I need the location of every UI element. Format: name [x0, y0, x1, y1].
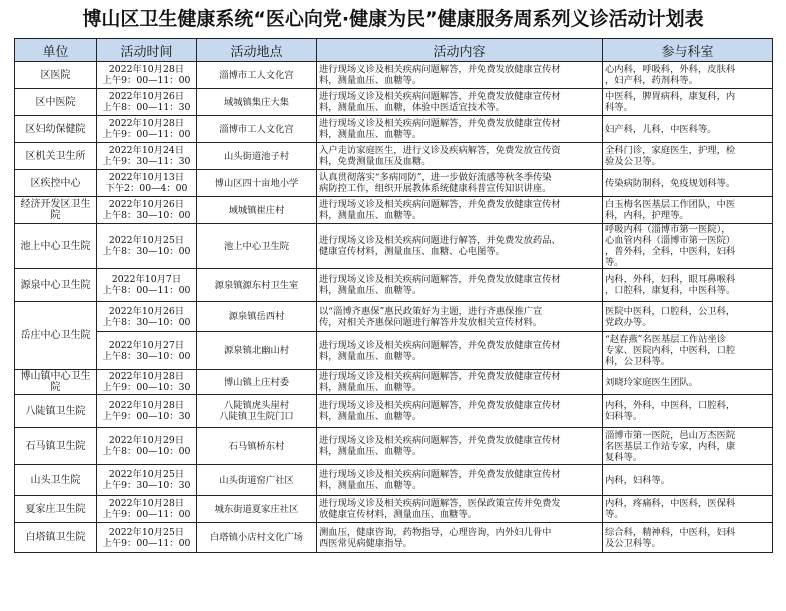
header-time: 活动时间: [97, 39, 197, 62]
location-line: 八陡镇卫生院门口: [219, 411, 294, 422]
cell-time: [97, 224, 197, 269]
table-row: [15, 269, 773, 302]
depts-line: 医院中医科，口腔科，公卫科，: [605, 305, 736, 317]
cell-unit: 山头卫生院: [15, 465, 97, 496]
cell-location: 淄博市工人文化宫: [197, 116, 317, 143]
cell-time: [97, 89, 197, 116]
content-line: 进行现场义诊及相关疾病问题解答，并免费发放健康宣传材: [319, 64, 561, 75]
depts-line: 复科等。: [605, 451, 643, 463]
time-line: 上午9：00—11：00: [102, 537, 191, 549]
header-content: 活动内容: [317, 39, 603, 62]
header-unit: 单位: [15, 39, 97, 62]
depts-line: 内科，疼痛科，中医科，医保科: [605, 498, 736, 509]
cell-location: 山头街道池子村: [197, 143, 317, 170]
cell-time: [97, 116, 197, 143]
content-line: 西医常见病健康指导。: [319, 537, 412, 549]
cell-time: [97, 332, 197, 370]
cell-unit: 区中医院: [15, 89, 97, 116]
table-row: [15, 496, 773, 523]
table-row: [15, 89, 773, 116]
time-line: 2022年10月24日: [108, 145, 185, 156]
cell-content: [317, 496, 603, 523]
cell-content: [317, 302, 603, 332]
depts-line: ，普外科，全科，中医科，妇科: [605, 246, 736, 257]
cell-unit: 博山镇中心卫生院: [15, 370, 97, 395]
cell-unit: 区医院: [15, 62, 97, 89]
depts-line: 中医科，脾胃病科，康复科，内: [605, 91, 736, 102]
content-line: 进行现场义诊及相关疾病问题解答，并免费发放健康宣传材: [319, 469, 561, 480]
depts-line: 科，内科，护理等。: [605, 210, 689, 221]
cell-unit: 八陡镇卫生院: [15, 395, 97, 428]
table-row: [15, 302, 773, 332]
cell-depts: [603, 370, 773, 395]
content-line: 料，测量血压、血糖等。: [319, 480, 422, 491]
cell-unit: 白塔镇卫生院: [15, 523, 97, 553]
cell-depts: [603, 197, 773, 224]
time-line: 上午8：00—11：00: [102, 285, 191, 296]
content-line: 料，测量血压、血糖等。: [319, 350, 422, 362]
cell-unit: 经济开发区卫生院: [15, 197, 97, 224]
cell-time: [97, 523, 197, 553]
depts-line: 专家、医院内科，中医科，口腔: [605, 345, 736, 356]
cell-time: [97, 269, 197, 302]
cell-depts: [603, 428, 773, 465]
content-line: 料，测量血压、血糖等。: [319, 446, 422, 457]
cell-content: [317, 370, 603, 395]
content-line: 放健康宣传材料，测量血压、血糖等。: [319, 509, 478, 520]
content-line: 进行现场义诊及相关疾病问题进行解答，并免费发放药品、: [319, 235, 561, 246]
content-line: 进行现场义诊及相关疾病问题解答，并免费发放健康宣传材: [319, 118, 561, 129]
table-row: [15, 465, 773, 496]
content-line: 料，测量血压、血糖等。: [319, 210, 422, 221]
depts-line: 内科，外科，妇科，眼耳鼻喉科: [605, 274, 736, 285]
depts-line: 科，公卫科等。: [605, 356, 671, 367]
cell-location: 源泉镇源东村卫生室: [197, 269, 317, 302]
content-line: 传，对相关齐惠保问题进行解答并发放相关宣传材料。: [319, 316, 543, 328]
cell-depts: [603, 302, 773, 332]
time-line: 上午8：30—10：00: [102, 316, 191, 328]
cell-depts: [603, 62, 773, 89]
time-line: 2022年10月26日: [108, 199, 185, 210]
header-depts: 参与科室: [603, 39, 773, 62]
table-row: [15, 395, 773, 428]
time-line: 上午9：30—10：30: [102, 480, 191, 491]
cell-time: [97, 370, 197, 395]
time-line: 2022年10月28日: [108, 64, 185, 75]
cell-time: [97, 62, 197, 89]
location-line: 八陡镇虎头崖村: [223, 400, 290, 411]
content-line: 入户走访家庭医生，进行义诊及疾病解答，免费发放宣传资: [319, 145, 561, 156]
content-line: 进行现场义诊及相关疾病问题解答，并免费发放健康宣传材: [319, 435, 561, 446]
cell-content: [317, 465, 603, 496]
cell-time: [97, 302, 197, 332]
table-row: [15, 224, 773, 269]
cell-depts: [603, 269, 773, 302]
cell-content: [317, 116, 603, 143]
cell-unit: 石马镇卫生院: [15, 428, 97, 465]
depts-line: 传染病防制科，免疫规划科等。: [605, 177, 736, 189]
cell-content: [317, 89, 603, 116]
depts-line: 内科，妇科等。: [605, 474, 671, 486]
cell-location: 域城镇集庄大集: [197, 89, 317, 116]
content-line: 病防控工作，组织开展教体系统健康科普宣传知识讲座。: [319, 183, 552, 194]
cell-location: 城东街道夏家庄社区: [197, 496, 317, 523]
depts-line: 妇科等。: [605, 411, 643, 422]
cell-depts: [603, 143, 773, 170]
cell-location: 石马镇桥东村: [197, 428, 317, 465]
cell-time: [97, 170, 197, 197]
table-row: [15, 170, 773, 197]
content-line: 健康宣传材料，测量血压、血糖、心电图等。: [319, 246, 505, 257]
depts-line: ，口腔科，康复科，中医科等。: [605, 285, 736, 296]
time-line: 2022年10月7日: [111, 274, 182, 285]
time-line: 上午9：30—11：30: [102, 156, 191, 167]
time-line: 上午8：00—11：30: [102, 102, 191, 113]
table-row: [15, 370, 773, 395]
time-line: 2022年10月25日: [108, 526, 185, 538]
table-row: [15, 428, 773, 465]
cell-location: 山头街道窑广社区: [197, 465, 317, 496]
time-line: 下午2：00—4：00: [105, 183, 188, 194]
cell-location: 池上中心卫生院: [197, 224, 317, 269]
depts-line: 妇产科，儿科，中医科等。: [605, 123, 717, 135]
content-line: 料，测量血压、血糖等。: [319, 75, 422, 86]
cell-location: 域城镇崔庄村: [197, 197, 317, 224]
content-line: 进行现场义诊及相关疾病问题解答，并免费发放健康宣传材: [319, 339, 561, 351]
table-row: [15, 143, 773, 170]
time-line: 上午8：30—10：00: [102, 350, 191, 362]
table-row: [15, 197, 773, 224]
time-line: 2022年10月29日: [108, 435, 185, 446]
schedule-table: [14, 38, 773, 553]
depts-line: 刘晓玲家庭医生团队。: [605, 376, 698, 388]
time-line: 2022年10月28日: [108, 118, 185, 129]
cell-unit: 夏家庄卫生院: [15, 496, 97, 523]
cell-depts: [603, 395, 773, 428]
time-line: 2022年10月28日: [108, 371, 185, 382]
cell-content: [317, 428, 603, 465]
page-title: 博山区卫生健康系统“医心向党·健康为民”健康服务周系列义诊活动计划表: [82, 8, 704, 30]
cell-time: [97, 428, 197, 465]
cell-content: [317, 143, 603, 170]
cell-content: [317, 332, 603, 370]
content-line: 料，测量血压、血糖，体验中医适宜技术等。: [319, 102, 505, 113]
cell-depts: [603, 332, 773, 370]
time-line: 2022年10月25日: [108, 235, 185, 246]
cell-depts: [603, 523, 773, 553]
content-line: 料，测量血压、血糖等。: [319, 411, 422, 422]
depts-line: 及公卫科等。: [605, 537, 661, 549]
time-line: 上午9：00—10：30: [102, 382, 191, 393]
time-line: 上午9：00—11：00: [102, 75, 191, 86]
table-row: [15, 523, 773, 553]
content-line: 料，测量血压、血糖等。: [319, 285, 422, 296]
cell-time: [97, 395, 197, 428]
content-line: 进行现场义诊及相关疾病问题解答，并免费发放健康宣传材: [319, 91, 561, 102]
cell-depts: [603, 116, 773, 143]
content-line: 以“淄博齐惠保”惠民政策好为主题，进行齐惠保推广宣: [319, 305, 543, 317]
depts-line: 科等。: [605, 102, 633, 113]
depts-line: 等。: [605, 509, 624, 520]
depts-line: 验及公卫等。: [605, 156, 661, 167]
time-line: 上午9：00—11：00: [102, 129, 191, 140]
content-line: 进行现场义诊及相关疾病问题解答，并免费发放健康宣传材: [319, 274, 561, 285]
cell-location: 博山镇上庄村委: [197, 370, 317, 395]
depts-line: 综合科，精神科，中医科，妇科: [605, 526, 736, 538]
cell-time: [97, 143, 197, 170]
time-line: 2022年10月26日: [108, 305, 185, 317]
cell-unit: 源泉中心卫生院: [15, 269, 97, 302]
header-location: 活动地点: [197, 39, 317, 62]
depts-line: 名医基层工作站专家，内科，康: [605, 440, 736, 452]
depts-line: 呼吸内科（淄博市第一医院），: [605, 224, 731, 235]
cell-depts: [603, 224, 773, 269]
time-line: 上午9：00—11：00: [102, 509, 191, 520]
cell-content: [317, 197, 603, 224]
content-line: 料，测量血压、血糖等。: [319, 382, 422, 393]
cell-content: [317, 269, 603, 302]
time-line: 上午8：30—10：00: [102, 246, 191, 257]
depts-line: 党政办等。: [605, 316, 652, 328]
content-line: 进行现场义诊及相关疾病问题解答，医保政策宣传并免费发: [319, 498, 561, 509]
cell-unit: 岳庄中心卫生院: [15, 302, 97, 370]
table-row: [15, 332, 773, 370]
time-line: 2022年10月25日: [108, 469, 185, 480]
cell-time: [97, 197, 197, 224]
table-row: [15, 62, 773, 89]
table-row: [15, 116, 773, 143]
content-line: 进行现场义诊及相关疾病问题解答，并免费发放健康宣传材: [319, 400, 561, 411]
cell-depts: [603, 465, 773, 496]
time-line: 上午8：30—10：00: [102, 210, 191, 221]
depts-line: 白玉梅名医基层工作团队，中医: [605, 199, 736, 210]
cell-depts: [603, 170, 773, 197]
cell-location: 白塔镇小店村文化广场: [197, 523, 317, 553]
depts-line: 淄博市第一医院，邑山万杰医院: [605, 429, 736, 441]
depts-line: 心内科，呼吸科，外科，皮肤科: [605, 64, 736, 75]
time-line: 上午8：00—10：00: [102, 446, 191, 457]
content-line: 料，免费测量血压及血糖。: [319, 156, 431, 167]
depts-line: “赵春燕”名医基层工作站坐诊: [605, 334, 727, 345]
cell-content: [317, 170, 603, 197]
time-line: 上午9：00—10：30: [102, 411, 191, 422]
cell-location: 博山区四十亩地小学: [197, 170, 317, 197]
content-line: 进行现场义诊及相关疾病问题解答，并免费发放健康宣传材: [319, 199, 561, 210]
cell-content: [317, 395, 603, 428]
cell-location: [197, 395, 317, 428]
time-line: 2022年10月28日: [108, 400, 185, 411]
time-line: 2022年10月27日: [108, 339, 185, 351]
depts-line: 等。: [605, 257, 624, 268]
depts-line: ，妇产科，药剂科等。: [605, 75, 698, 86]
time-line: 2022年10月26日: [108, 91, 185, 102]
cell-unit: 区疾控中心: [15, 170, 97, 197]
cell-content: [317, 523, 603, 553]
cell-location: 源泉镇岳西村: [197, 302, 317, 332]
cell-time: [97, 496, 197, 523]
cell-depts: [603, 496, 773, 523]
cell-unit: 区妇幼保健院: [15, 116, 97, 143]
cell-location: 源泉镇北幽山村: [197, 332, 317, 370]
cell-content: [317, 62, 603, 89]
cell-depts: [603, 89, 773, 116]
cell-time: [97, 465, 197, 496]
cell-location: 淄博市工人文化宫: [197, 62, 317, 89]
content-line: 进行现场义诊及相关疾病问题解答，并免费发放健康宣传材: [319, 371, 561, 382]
cell-unit: 池上中心卫生院: [15, 224, 97, 269]
content-line: 认真贯彻落实“多病同防”，进一步做好流感等秋冬季传染: [319, 172, 552, 183]
header-row: [15, 39, 773, 62]
content-line: 测血压，健康咨询，药物指导，心理咨询，内外妇儿骨中: [319, 526, 552, 538]
depts-line: 全科门诊，家庭医生，护理，检: [605, 145, 736, 156]
cell-content: [317, 224, 603, 269]
depts-line: 心血管内科（淄博市第一医院）: [605, 235, 736, 246]
time-line: 2022年10月28日: [108, 498, 185, 509]
content-line: 料，测量血压、血糖等。: [319, 129, 422, 140]
cell-unit: 区机关卫生所: [15, 143, 97, 170]
time-line: 2022年10月13日: [108, 172, 185, 183]
depts-line: 内科，外科，中医科，口腔科，: [605, 400, 736, 411]
